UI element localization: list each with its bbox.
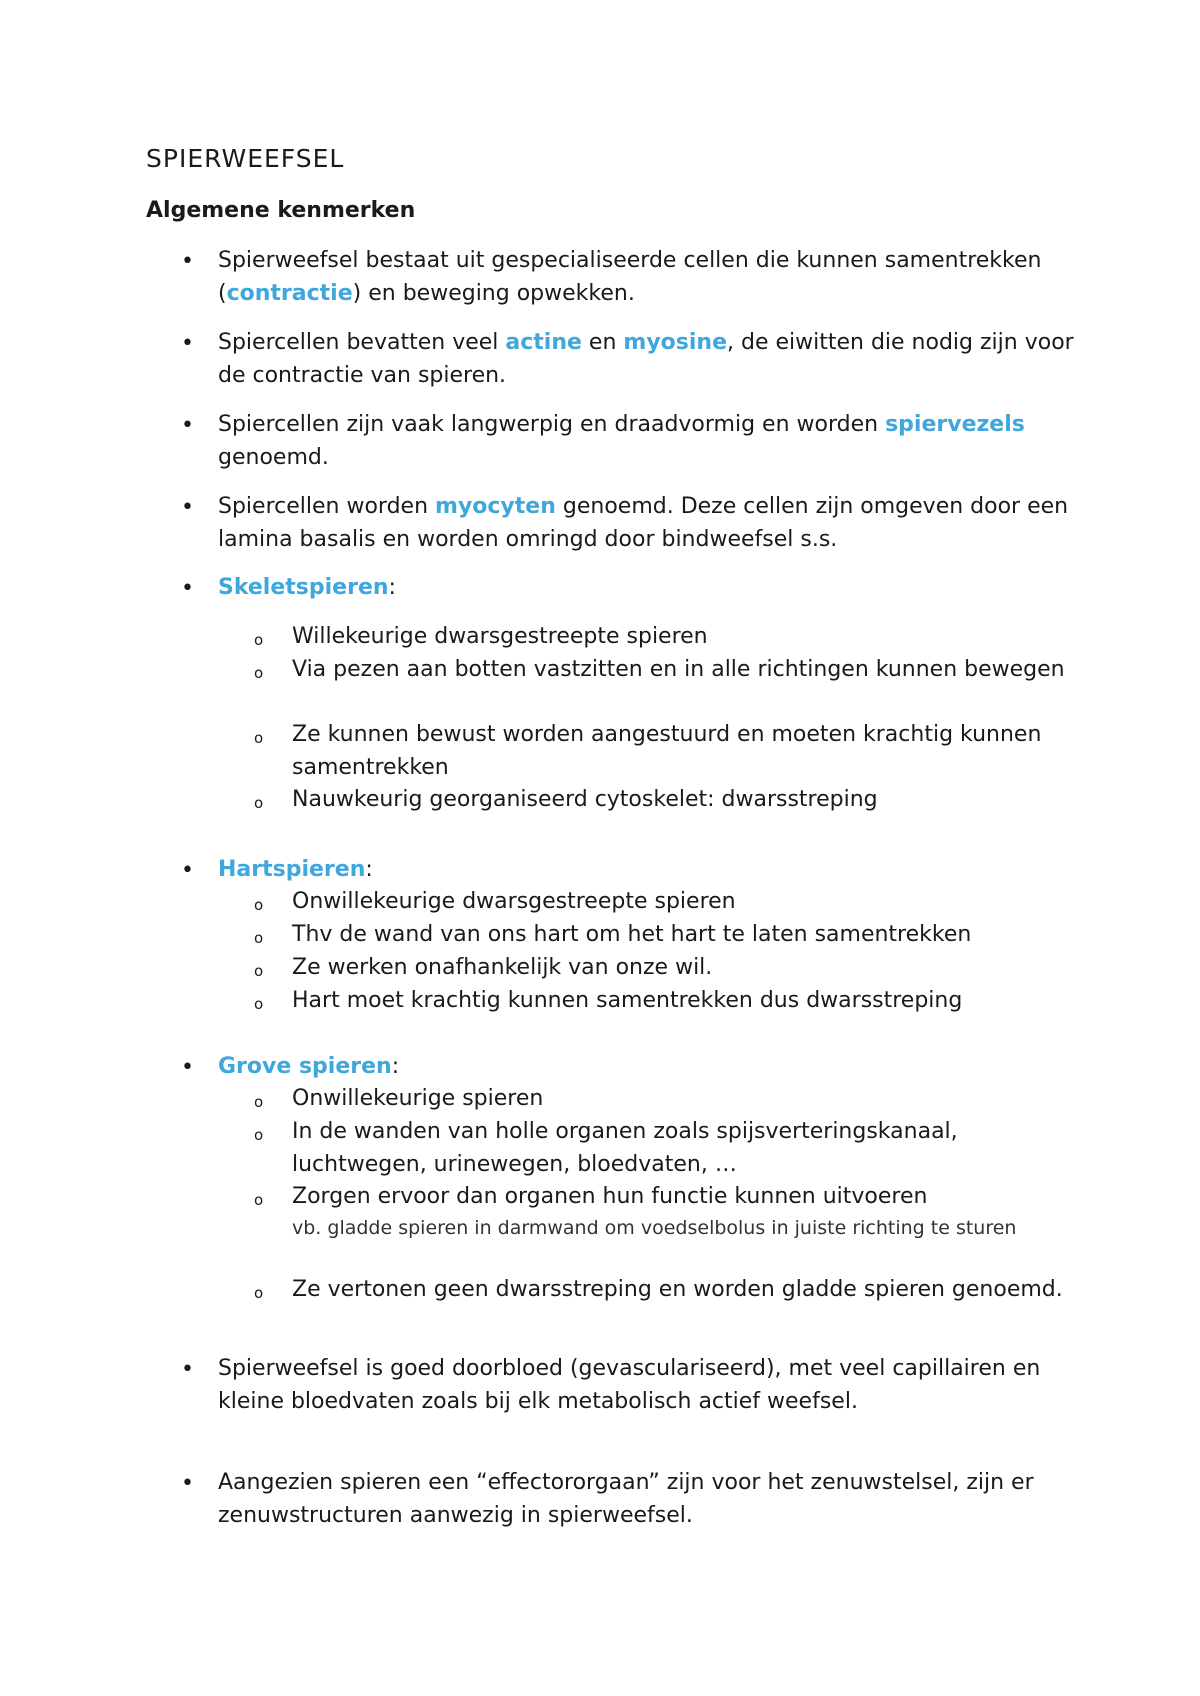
bullet-text: , de eiwitten die nodig zijn voor de contractie van spieren. — [218, 330, 1074, 388]
sub-list-item: Ze vertonen geen dwarsstreping en worden gladde spieren genoemd. — [292, 1277, 1063, 1302]
bullet-text: : — [391, 1054, 400, 1079]
bullet-item-myocyten — [218, 491, 1098, 556]
highlight-term: Hartspieren — [218, 857, 366, 882]
highlight-term: spiervezels — [885, 412, 1025, 437]
section-heading: Algemene kenmerken — [146, 198, 416, 223]
sub-bullet-marker: o — [254, 1093, 264, 1111]
bullet-marker: • — [181, 576, 194, 601]
sub-bullet-marker: o — [254, 1126, 264, 1144]
bullet-item-skeletspieren — [218, 572, 1098, 605]
bullet-text: ) en beweging opwekken. — [352, 280, 635, 306]
bullet-text: : — [388, 575, 396, 600]
bullet-marker: • — [181, 413, 194, 438]
sub-list-item: Onwillekeurige spieren — [292, 1086, 544, 1111]
sub-list-item: Thv de wand van ons hart om het hart te laten samentrekken — [292, 922, 972, 947]
example-note: vb. gladde spieren in darmwand om voedselbolus in juiste richting te sturen — [292, 1216, 1017, 1239]
highlight-term: actine — [505, 330, 582, 355]
sub-bullet-marker: o — [254, 995, 264, 1013]
bullet-text: Spiercellen bevatten veel — [218, 330, 506, 355]
bullet-marker: • — [181, 1055, 194, 1080]
highlight-term: myocyten — [435, 494, 556, 519]
sub-list-item: Nauwkeurig georganiseerd cytoskelet: dwarsstreping — [292, 787, 878, 812]
sub-list-item: Ze kunnen bewust worden aangestuurd en moeten krachtig kunnen samentrekken — [292, 722, 1042, 780]
bullet-item-contractie — [218, 245, 1098, 310]
bullet-marker: • — [181, 331, 194, 356]
sub-bullet-marker: o — [254, 896, 264, 914]
bullet-item-actine-myosine — [218, 327, 1098, 392]
bullet-text: Spiercellen zijn vaak langwerpig en draadvormig en worden — [218, 412, 886, 437]
sub-bullet-marker: o — [254, 1284, 264, 1302]
sub-bullet-marker: o — [254, 631, 264, 649]
bullet-item-spiervezels — [218, 409, 1098, 474]
bullet-text: Spierweefsel bestaat uit gespecialiseerde cellen die kunnen samentrekken ( — [218, 248, 1042, 306]
highlight-term: Skeletspieren — [218, 575, 389, 600]
document-title: SPIERWEEFSEL — [146, 144, 345, 173]
bullet-item-doorbloed: Spierweefsel is goed doorbloed (gevasculariseerd), met veel capillairen en kleine bloedvaten zoals bij elk metabolisch actief weefsel. — [218, 1356, 1041, 1414]
bullet-marker: • — [181, 858, 194, 883]
sub-bullet-marker: o — [254, 962, 264, 980]
sub-list-item: Via pezen aan botten vastzitten en in alle richtingen kunnen bewegen — [292, 657, 1065, 682]
bullet-marker: • — [181, 495, 194, 520]
sub-list-item: In de wanden van holle organen zoals spijsverteringskanaal, luchtwegen, urinewegen, bloedvaten, … — [292, 1119, 958, 1177]
bullet-text: genoemd. — [218, 444, 329, 470]
bullet-item-zenuwstructuren: Aangezien spieren een “effectororgaan” zijn voor het zenuwstelsel, zijn er zenuwstructuren aanwezig in spierweefsel. — [218, 1470, 1034, 1528]
bullet-text: en — [581, 330, 624, 355]
highlight-term: myosine — [623, 330, 727, 355]
highlight-term: contractie — [226, 280, 353, 306]
sub-bullet-marker: o — [254, 1191, 264, 1209]
bullet-marker: • — [181, 1357, 194, 1382]
sub-bullet-marker: o — [254, 794, 264, 812]
bullet-marker: • — [181, 1471, 194, 1496]
sub-bullet-marker: o — [254, 729, 264, 747]
sub-bullet-marker: o — [254, 929, 264, 947]
bullet-item-hartspieren — [218, 854, 1098, 887]
sub-list-item: Hart moet krachtig kunnen samentrekken dus dwarsstreping — [292, 988, 963, 1013]
bullet-text: Spiercellen worden — [218, 494, 436, 519]
sub-list-item: Onwillekeurige dwarsgestreepte spieren — [292, 889, 736, 914]
sub-list-item: Willekeurige dwarsgestreepte spieren — [292, 624, 708, 649]
bullet-item-grove-spieren — [218, 1051, 1098, 1084]
sub-list-item — [292, 1181, 1092, 1243]
bullet-marker: • — [181, 249, 194, 274]
sub-bullet-marker: o — [254, 664, 264, 682]
sub-list-item: Ze werken onafhankelijk van onze wil. — [292, 955, 713, 980]
bullet-text: genoemd. Deze cellen zijn omgeven door een lamina basalis en worden omringd door bindweefsel s.s. — [218, 494, 1069, 552]
sub-list-text: Zorgen ervoor dan organen hun functie kunnen uitvoeren — [292, 1184, 928, 1209]
bullet-text: : — [365, 857, 373, 882]
highlight-term: Grove spieren — [218, 1054, 392, 1079]
